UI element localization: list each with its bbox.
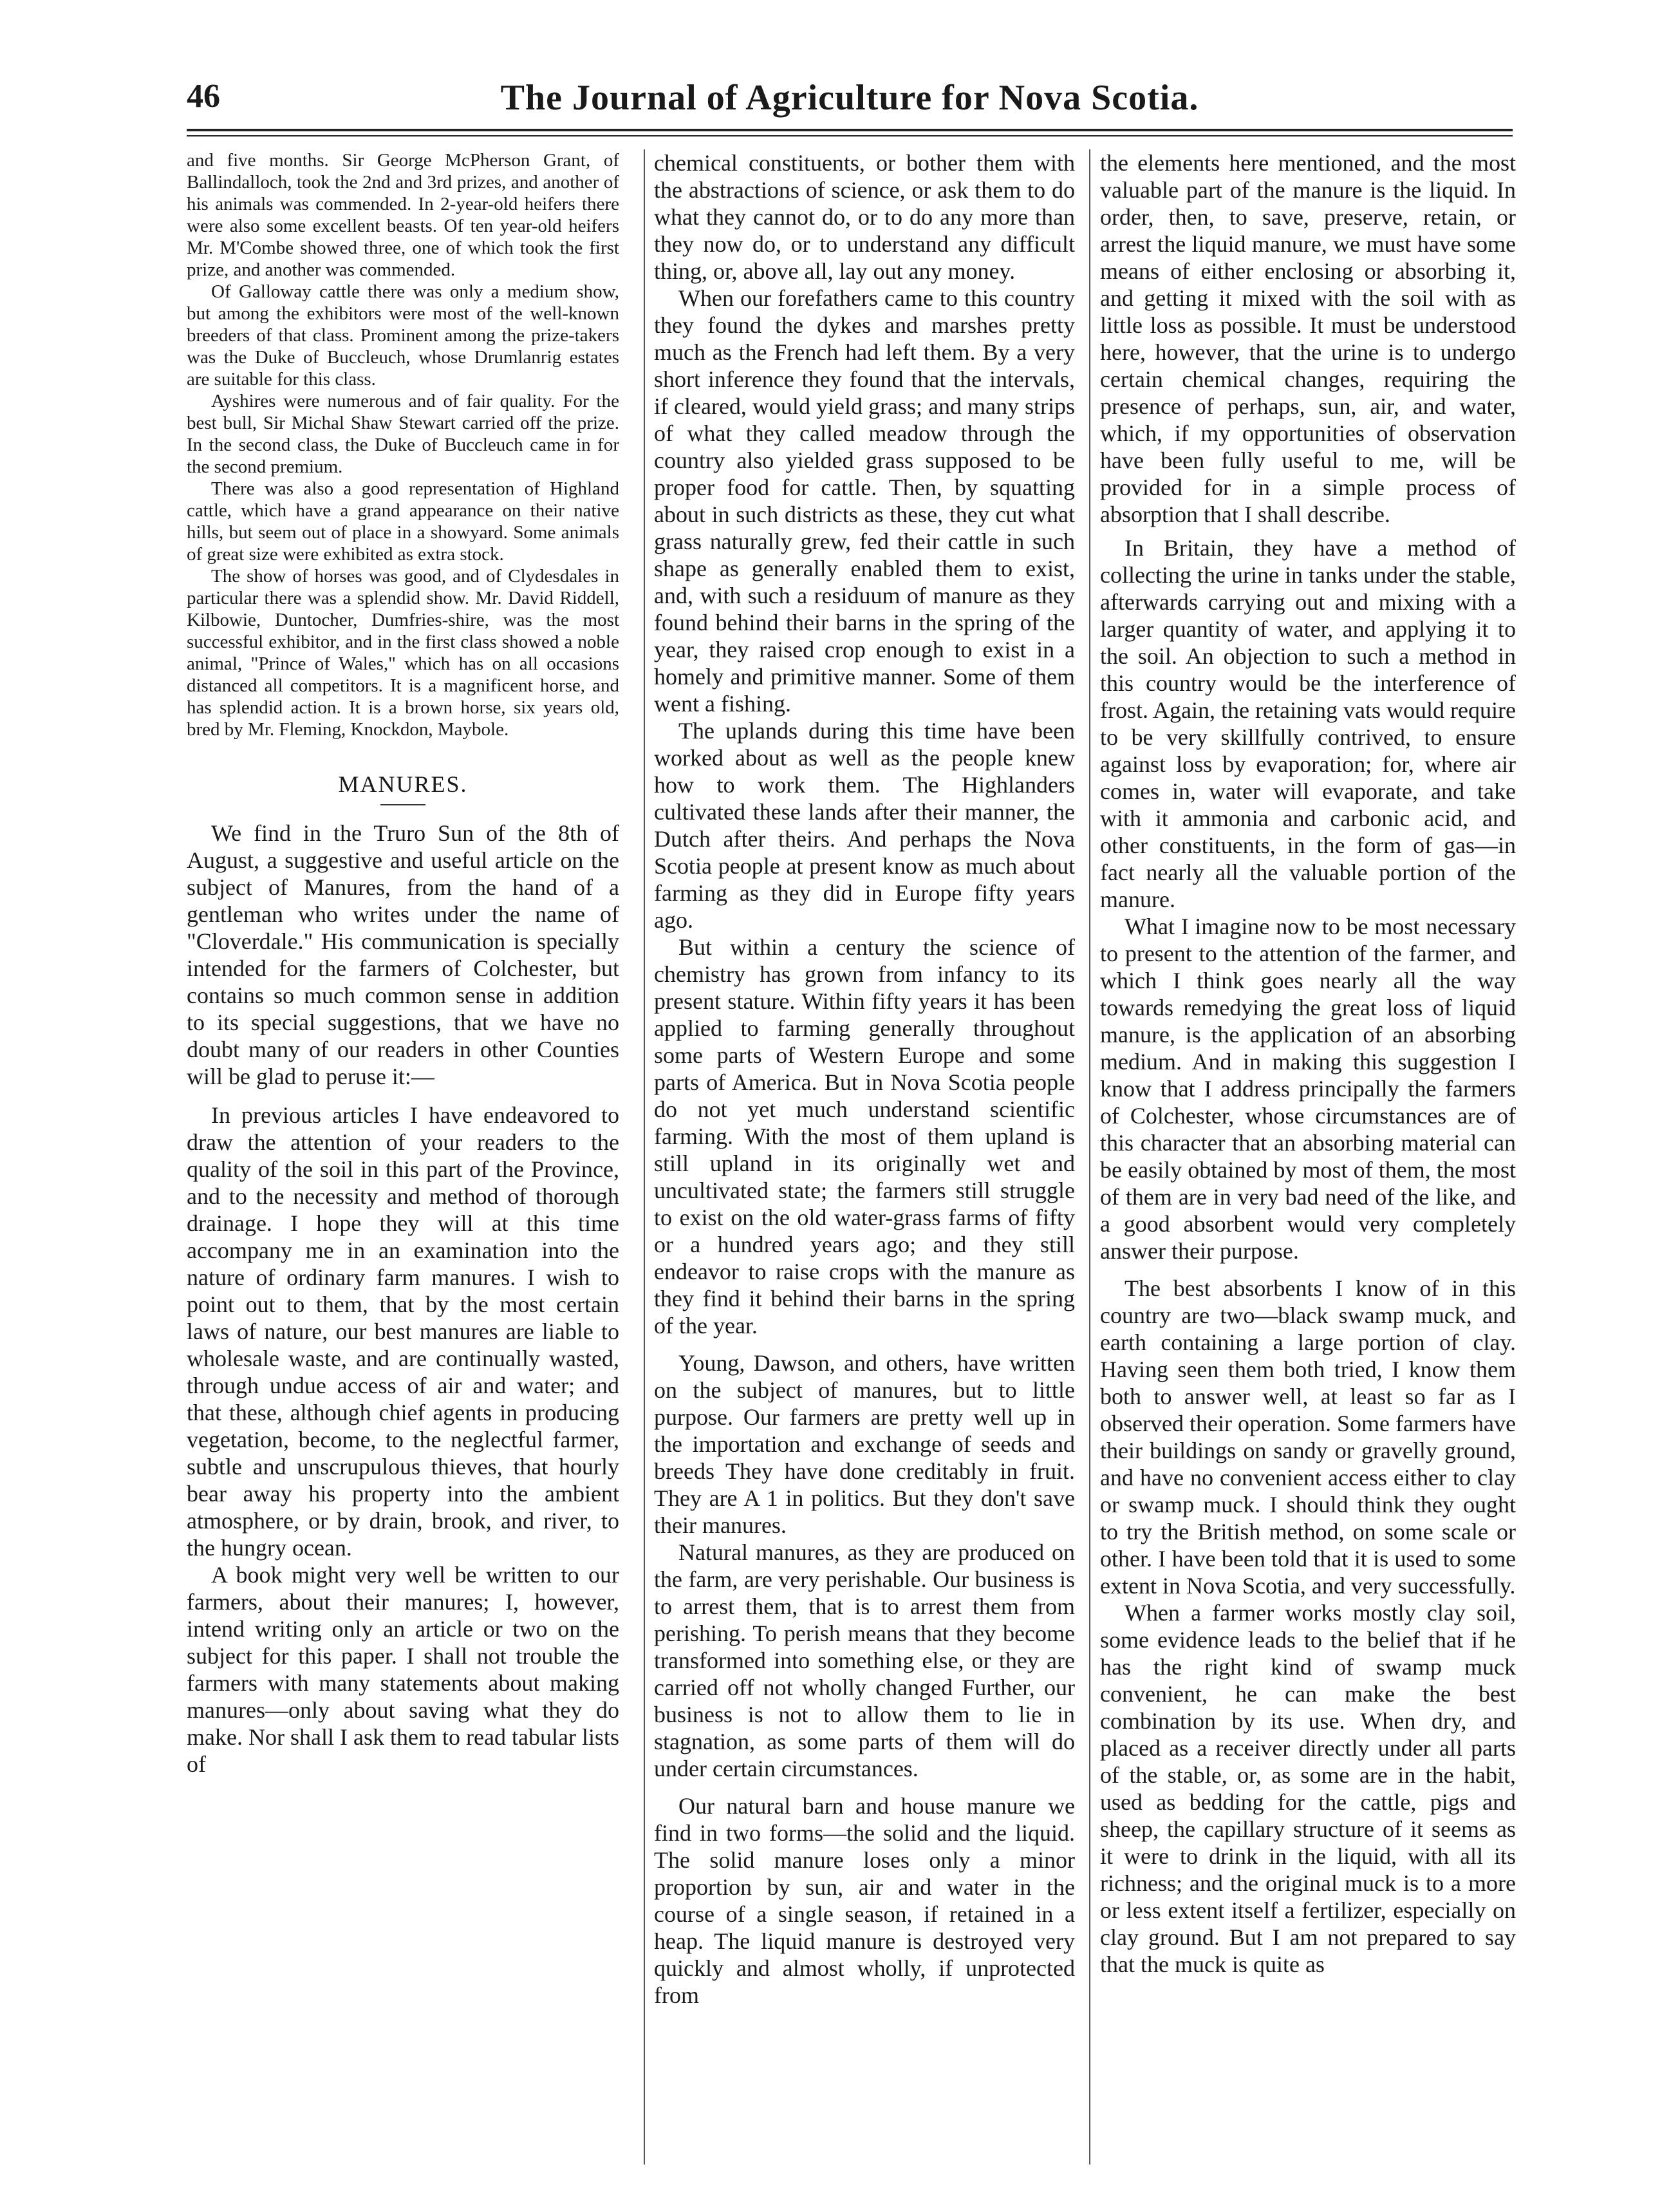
- paragraph: The show of horses was good, and of Clydesdales in particular there was a splendid show. Mr. David Riddell, Kilbowie, Duntocher, Dumfries-shire, was the most successful exhibitor, and in the first class showed a noble animal, "Prince of Wales," which has on all occasions distanced all competitors. It is a magnificent horse, and has splendid action. It is a brown horse, six years old, bred by Mr. Fleming, Knockdon, Maybole.: [187, 566, 619, 740]
- paragraph: The uplands during this time have been worked about as well as the people knew how to work them. The Highlanders cultivated these lands after their manner, the Dutch after theirs. And perhaps the Nova Scotia people at present know as much about farming as they did in Europe fifty years ago.: [654, 718, 1075, 933]
- section-rule: [380, 804, 425, 805]
- header-rule-thick: [187, 129, 1513, 131]
- paragraph: Ayshires were numerous and of fair quality. For the best bull, Sir Michal Shaw Stewart carried off the prize. In the second class, the Duke of Buccleuch came in for the second premium.: [187, 391, 619, 477]
- paragraph: Of Galloway cattle there was only a medium show, but among the exhibitors were most of the well-known breeders of that class. Prominent among the prize-takers was the Duke of Buccleuch, whose Drumlanrig estates are suitable for this class.: [187, 281, 619, 390]
- paragraph: In Britain, they have a method of collecting the urine in tanks under the stable, afterwards carrying out and mixing with a larger quantity of water, and applying it to the soil. An objection to such a method in this country would be the interference of frost. Again, the retaining vats would require to be very skillfully contrived, to ensure against loss by evaporation; for, where air comes in, water will evaporate, and take with it ammonia and carbonic acid, and other constituents, in the form of gas—in fact nearly all the valuable portion of the manure.: [1100, 535, 1516, 912]
- column-2: [631, 149, 1075, 2171]
- header-rule-thin: [187, 135, 1513, 136]
- paragraph: There was also a good representation of Highland cattle, which have a grand appearance on their native hills, but seem out of place in a showyard. Some animals of great size were exhibited as extra stock.: [187, 478, 619, 565]
- journal-title: The Journal of Agriculture for Nova Scotia.: [500, 78, 1199, 118]
- paragraph: In previous articles I have endeavored to draw the attention of your readers to the quality of the soil in this part of the Province, and to the necessity and method of thorough drainage. I hope they will at this time accompany me in an examination into the nature of ordinary farm manures. I wish to point out to them, that by the most certain laws of nature, our best manures are liable to wholesale waste, and are continually wasted, through undue access of air and water; and that these, although chief agents in producing vegetation, become, to the neglectful farmer, subtle and unscrupulous thieves, that hourly bear away his property into the ambient atmosphere, or by drain, brook, and river, to the hungry ocean.: [187, 1102, 619, 1561]
- paragraph: A book might very well be written to our farmers, about their manures; I, however, intend writing only an article or two on the subject for this paper. I shall not trouble the farmers with many statements about making manures—only about saving what they do make. Nor shall I ask them to read tabular lists of: [187, 1561, 619, 1777]
- paragraph: When our forefathers came to this country they found the dykes and marshes pretty much as the French had left them. By a very short inference they found that the intervals, if cleared, would yield grass; and many strips of what they called meadow through the country also yielded grass supposed to be proper food for cattle. Then, by squatting about in such districts as these, they cut what grass naturally grew, fed their cattle in such shape as generally enabled them to exist, and, with such a residuum of manure as they found behind their barns in the spring of the year, they raised crop enough to exist in a homely and primitive manner. Some of them went a fishing.: [654, 285, 1075, 717]
- paragraph: But within a century the science of chemistry has grown from infancy to its present stature. Within fifty years it has been applied to farming generally throughout some parts of Western Europe and some parts of America. But in Nova Scotia people do not yet much understand scientific farming. With the most of them upland is still upland in its originally wet and uncultivated state; the farmers still struggle to exist on the old water-grass farms of fifty or a hundred years ago; and they still endeavor to raise crops with the manure as they find it behind their barns in the spring of the year.: [654, 934, 1075, 1339]
- page-number: 46: [187, 78, 220, 115]
- paragraph: Young, Dawson, and others, have written on the subject of manures, but to little purpose. Our farmers are pretty well up in the importation and exchange of seeds and breeds They have done creditably in fruit. They are A 1 in politics. But they don't save their manures.: [654, 1350, 1075, 1538]
- paragraph: and five months. Sir George McPherson Grant, of Ballindalloch, took the 2nd and 3rd prizes, and another of his animals was commended. In 2-year-old heifers there were also some excellent beasts. Of ten year-old heifers Mr. M'Combe showed three, one of which took the first prize, and another was commended.: [187, 150, 619, 280]
- page-header: [187, 77, 1513, 122]
- paragraph: Natural manures, as they are produced on the farm, are very perishable. Our business is to arrest them, that is to arrest them from perishing. To perish means that they become transformed into something else, or they are carried off not wholly changed Further, our business is not to allow them to lie in stagnation, as some parts of them will do under certain circumstances.: [654, 1539, 1075, 1781]
- column-1: [187, 149, 631, 2171]
- paragraph: When a farmer works mostly clay soil, some evidence leads to the belief that if he has the right kind of swamp muck convenient, he can make the best combination by its use. When dry, and placed as a receiver directly under all parts of the stable, or, as some are in the habit, used as bedding for the cattle, pigs and sheep, the capillary structure of it seems as it were to drink in the liquid, with all its richness; and the original muck is to a more or less extent itself a fertilizer, especially on clay ground. But I am not prepared to say that the muck is quite as: [1100, 1600, 1516, 1977]
- column-3: [1072, 149, 1516, 2171]
- paragraph: the elements here mentioned, and the most valuable part of the manure is the liquid. In order, then, to save, preserve, retain, or arrest the liquid manure, we must have some means of either enclosing or absorbing it, and getting it mixed with the soil with as little loss as possible. It must be understood here, however, that the urine is to undergo certain chemical changes, requiring the presence of perhaps, sun, air, and water, which, if my opportunities of observation have been fully useful to me, will be provided for in a simple process of absorption that I shall describe.: [1100, 150, 1516, 527]
- paragraph: chemical constituents, or bother them with the abstractions of science, or ask them to do what they cannot do, or to do any more than they now do, or to understand any difficult thing, or, above all, lay out any money.: [654, 150, 1075, 284]
- paragraph: We find in the Truro Sun of the 8th of August, a suggestive and useful article on the subject of Manures, from the hand of a gentleman who writes under the name of "Cloverdale." His communication is specially intended for the farmers of Colchester, but contains so much common sense in addition to its special suggestions, that we have no doubt many of our readers in other Counties will be glad to peruse it:—: [187, 820, 619, 1089]
- paragraph: What I imagine now to be most necessary to present to the attention of the farmer, and which I think goes nearly all the way towards remedying the great loss of liquid manure, is the application of an absorbing medium. And in making this suggestion I know that I address principally the farmers of Colchester, whose circumstances are of this character that an absorbing material can be easily obtained by most of them, the most of them are in very bad need of the like, and a good absorbent would very completely answer their purpose.: [1100, 914, 1516, 1264]
- paragraph: Our natural barn and house manure we find in two forms—the solid and the liquid. The solid manure loses only a minor proportion by sun, air and water in the course of a single season, if retained in a heap. The liquid manure is destroyed very quickly and almost wholly, if unprotected from: [654, 1793, 1075, 2008]
- section-title: MANURES.: [338, 771, 468, 797]
- paragraph: The best absorbents I know of in this country are two—black swamp muck, and earth containing a large portion of clay. Having seen them both tried, I know them both to answer well, at least so far as I observed their operation. Some farmers have their buildings on sandy or gravelly ground, and have no convenient access either to clay or swamp muck. I should think they ought to try the British method, on some scale or other. I have been told that it is used to some extent in Nova Scotia, and very successfully.: [1100, 1275, 1516, 1599]
